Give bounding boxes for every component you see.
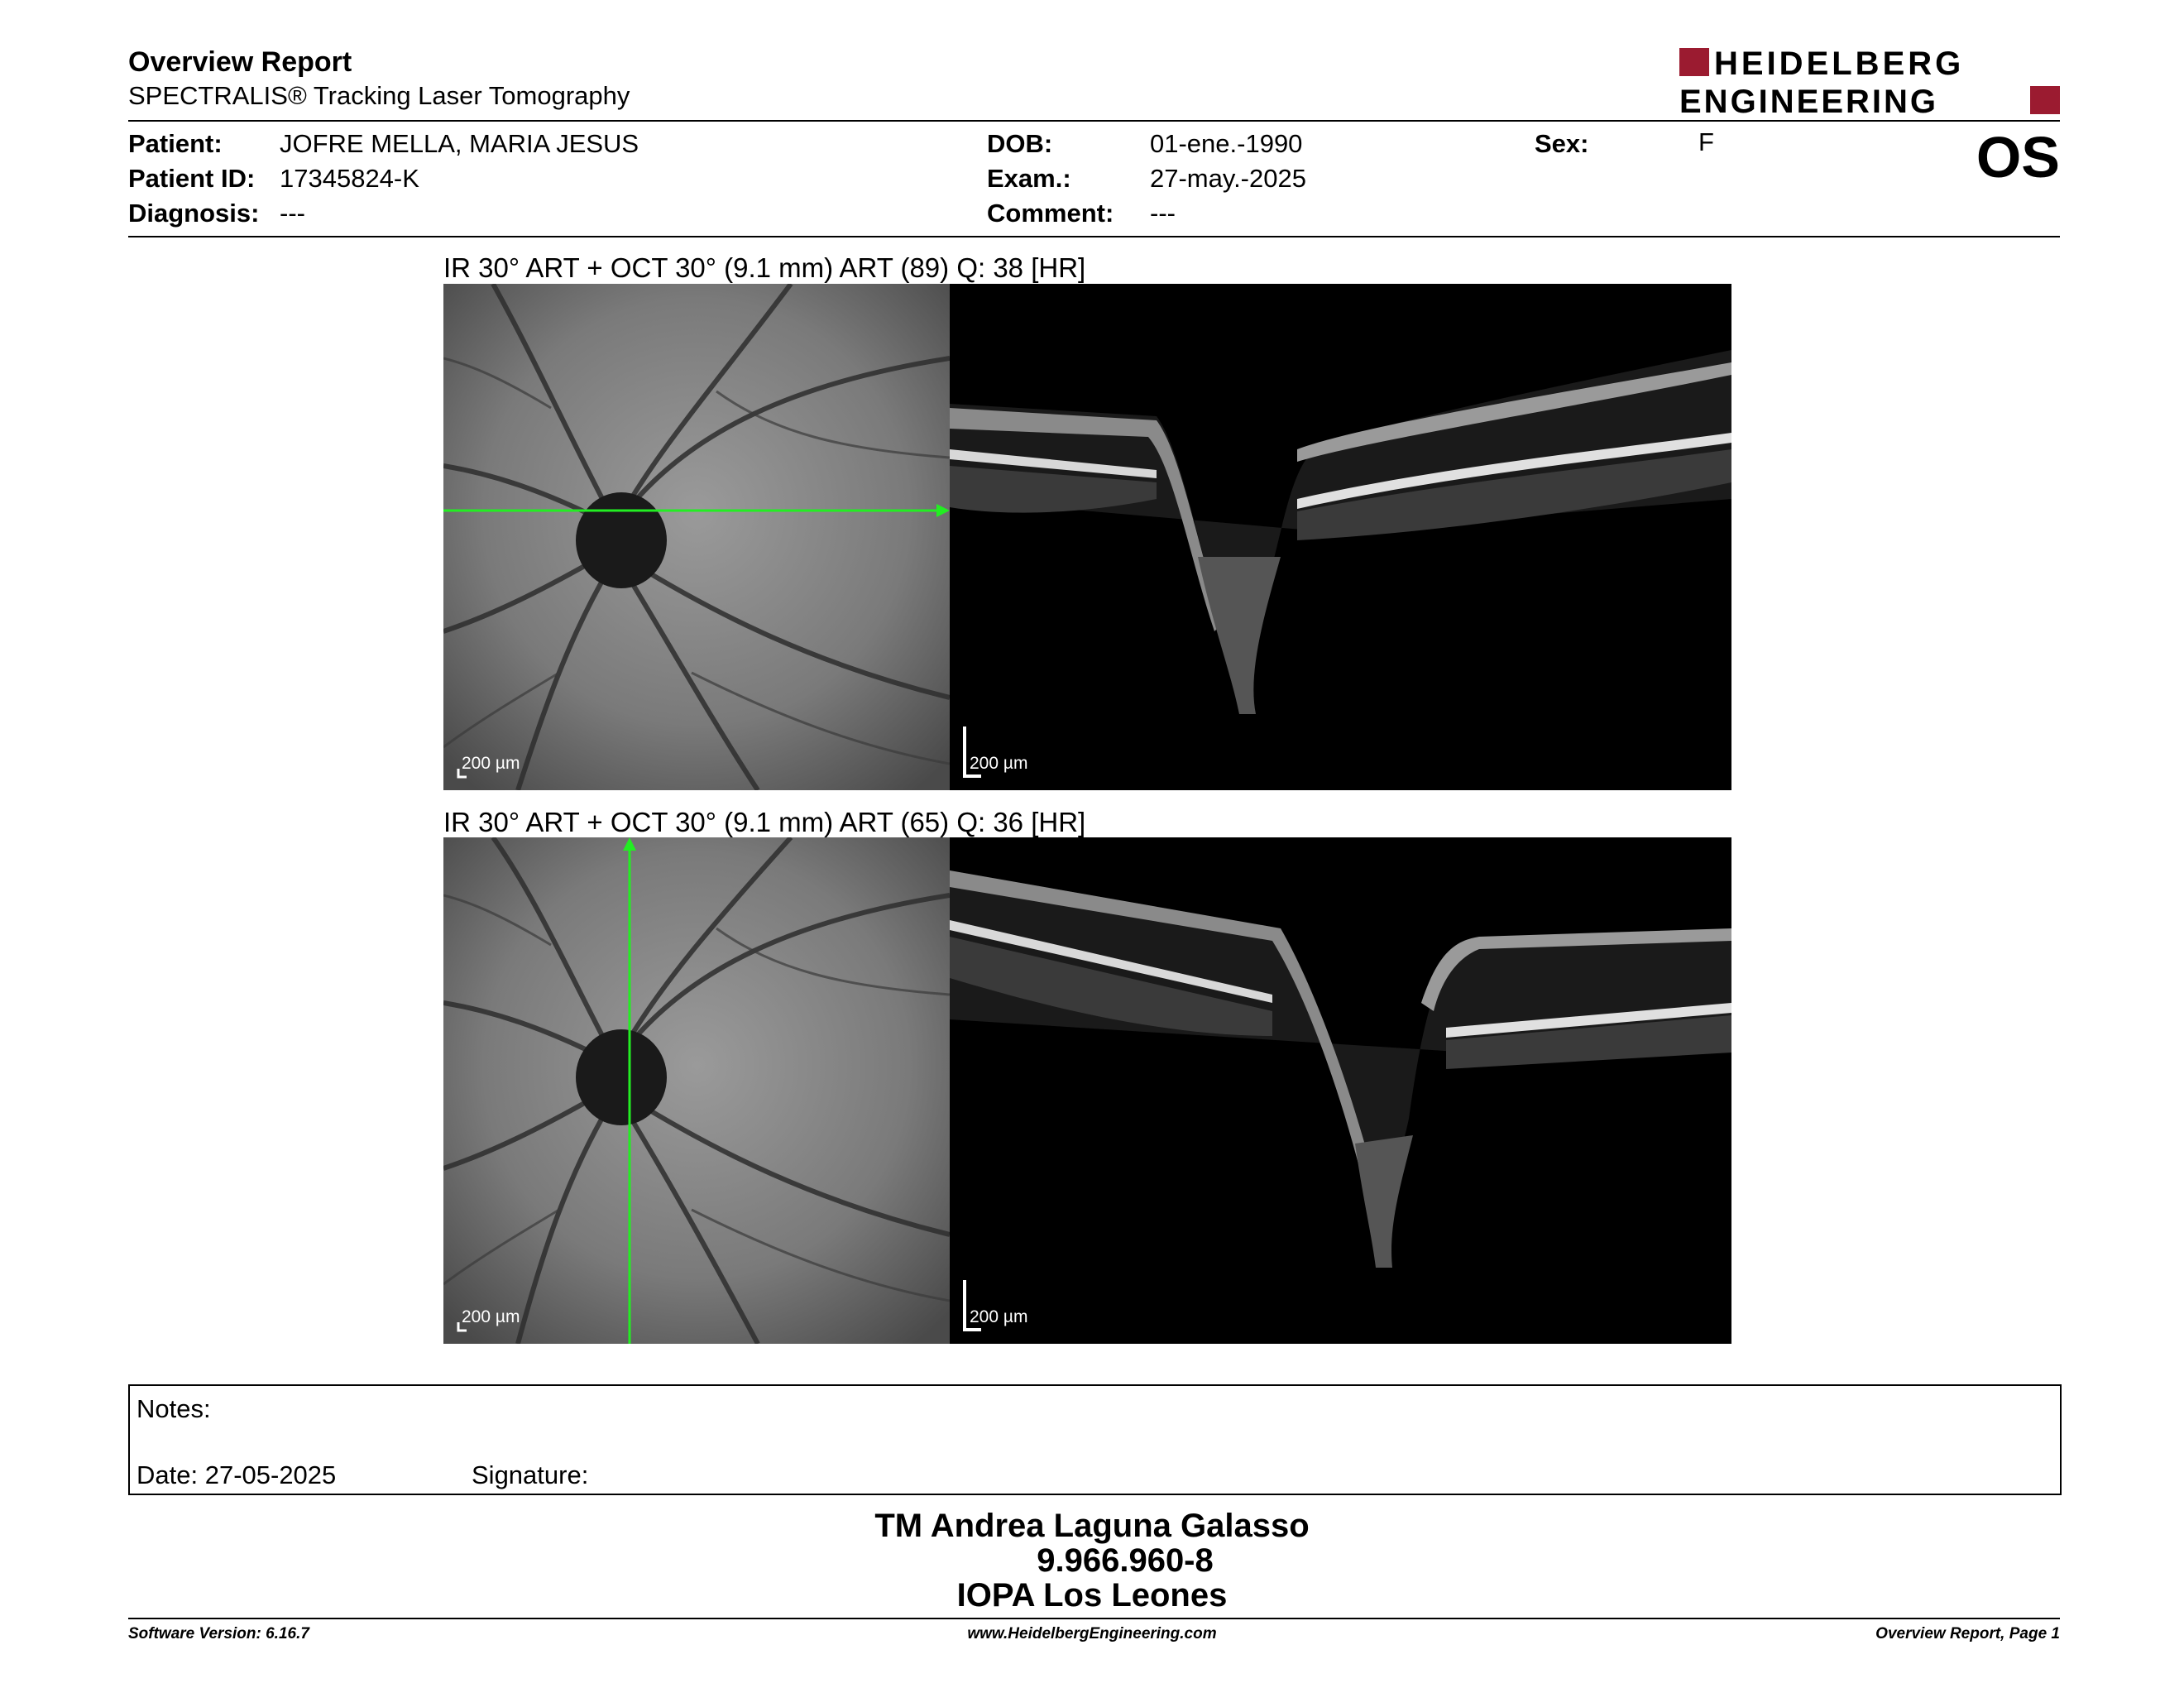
info-divider [128, 236, 2060, 237]
scan-caption-2: IR 30° ART + OCT 30° (9.1 mm) ART (65) Q: 36 [HR] [443, 807, 1086, 837]
notes-label: Notes: [136, 1394, 211, 1423]
patient-label: Patient: [128, 129, 223, 158]
signature-label: Signature: [472, 1460, 589, 1489]
patient-id-label: Patient ID: [128, 164, 256, 193]
dob-label: DOB: [987, 129, 1053, 158]
patient-name: JOFRE MELLA, MARIA JESUS [280, 129, 639, 158]
exam-value: 27-may.-2025 [1150, 164, 1306, 193]
oct-bscan-2 [950, 837, 1731, 1344]
stamp-id: 9.966.960-8 [1037, 1542, 1214, 1579]
diagnosis-label: Diagnosis: [128, 199, 260, 228]
sex-label: Sex: [1535, 129, 1589, 158]
comment-label: Comment: [987, 199, 1114, 228]
scan-panel-2 [443, 837, 1731, 1344]
footer-website[interactable]: www.HeidelbergEngineering.com [967, 1625, 1217, 1642]
comment-value: --- [1150, 199, 1176, 228]
diagnosis-value: --- [280, 199, 305, 228]
footer-page: Overview Report, Page 1 [1875, 1625, 2060, 1642]
fundus-image-2 [443, 837, 950, 1344]
stamp-name: TM Andrea Laguna Galasso [874, 1508, 1310, 1544]
footer-software-version: Software Version: 6.16.7 [128, 1625, 309, 1642]
eye-indicator: OS [1976, 125, 2060, 189]
exam-label: Exam.: [987, 164, 1071, 193]
report-title: Overview Report [128, 46, 352, 78]
dob-value: 01-ene.-1990 [1150, 129, 1303, 158]
header-divider [128, 120, 2060, 122]
sex-value: F [1698, 127, 1714, 156]
stamp-institution: IOPA Los Leones [956, 1577, 1228, 1614]
oct-scale-1: 200 µm [970, 754, 1028, 773]
logo-line1: HEIDELBERG [1714, 46, 1965, 82]
footer-divider [128, 1618, 2060, 1619]
oct-scale-2: 200 µm [970, 1307, 1028, 1326]
notes-date: Date: 27-05-2025 [136, 1460, 337, 1489]
fundus-scale-2: 200 µm [462, 1307, 520, 1326]
scan-panel-1 [443, 284, 1731, 790]
report-subtitle: SPECTRALIS® Tracking Laser Tomography [128, 81, 630, 110]
patient-id: 17345824-K [280, 164, 419, 193]
heidelberg-logo [1679, 46, 2060, 116]
scan-caption-1: IR 30° ART + OCT 30° (9.1 mm) ART (89) Q: 38 [HR] [443, 252, 1086, 283]
fundus-scale-1: 200 µm [462, 754, 520, 773]
oct-bscan-1 [950, 284, 1731, 790]
fundus-image-1 [443, 284, 950, 790]
logo-line2: ENGINEERING [1679, 84, 1939, 116]
notes-box[interactable] [128, 1384, 2062, 1495]
